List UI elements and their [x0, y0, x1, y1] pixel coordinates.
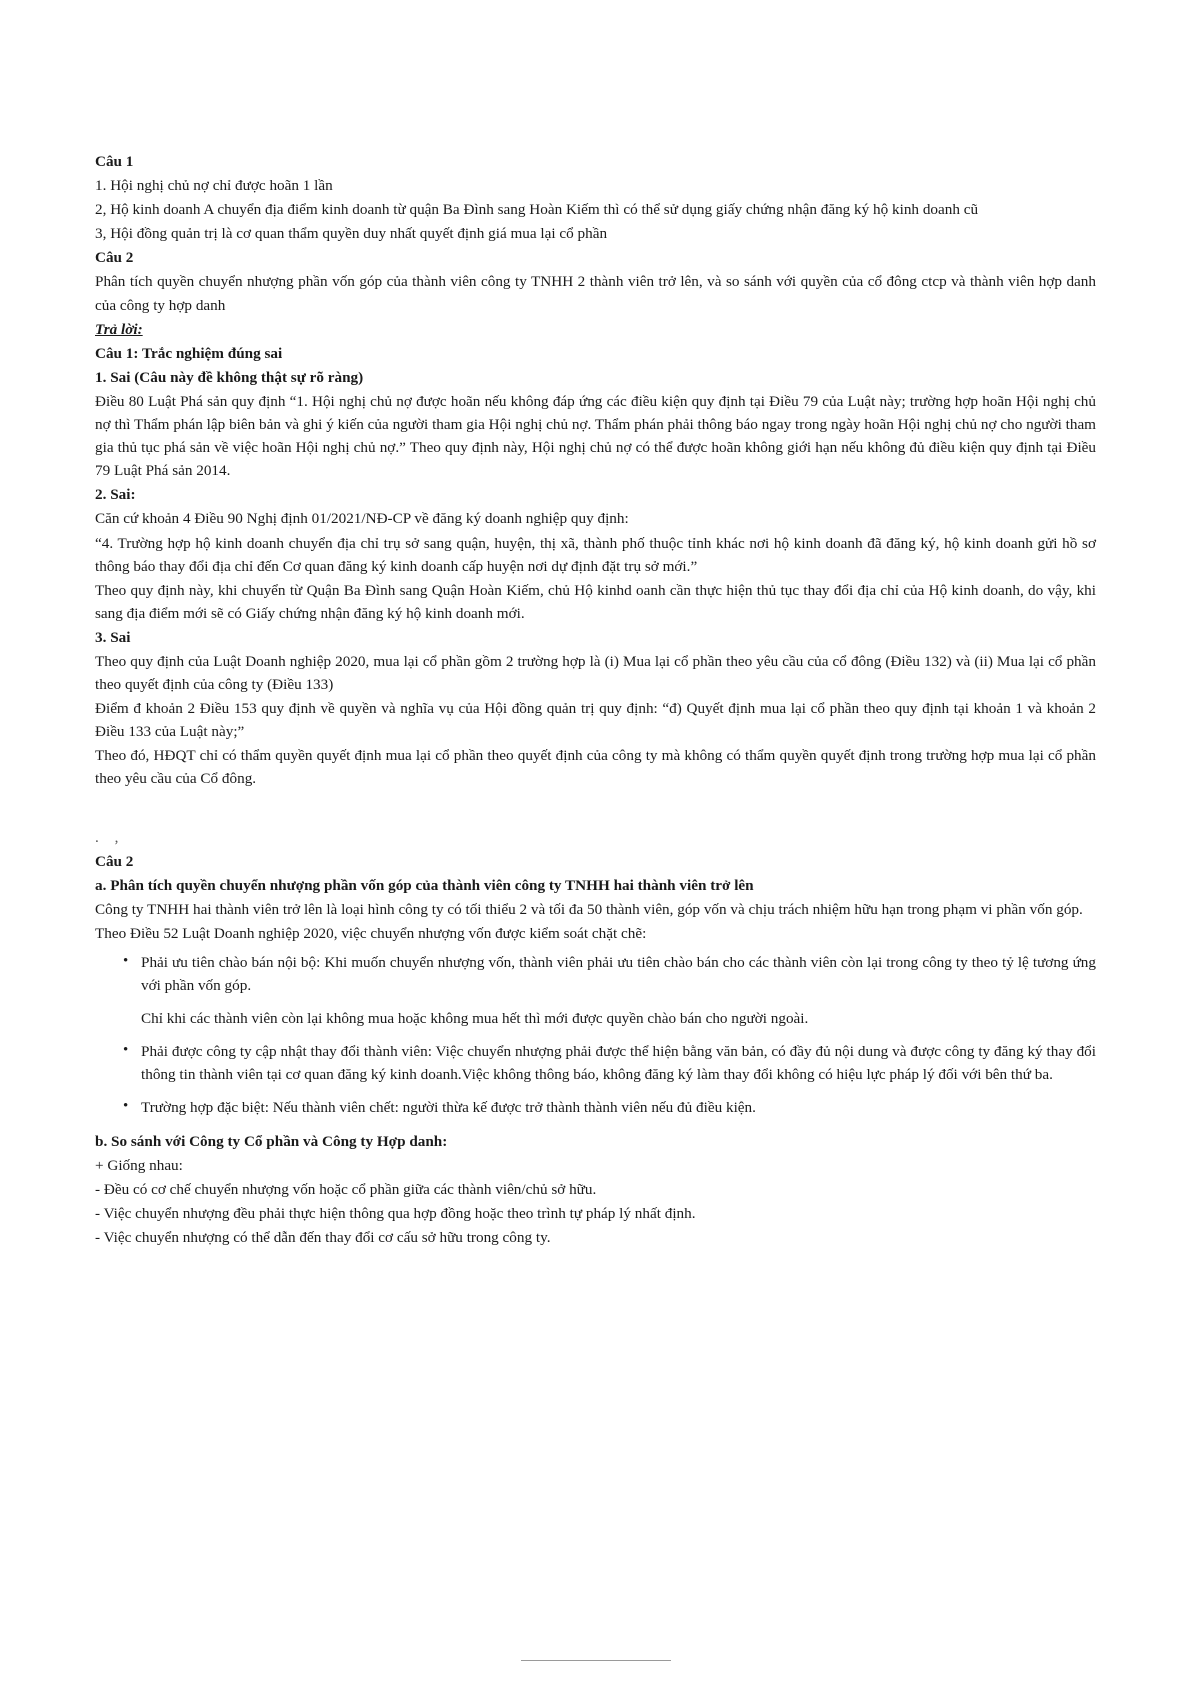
item-2-paragraph-1: Căn cứ khoản 4 Điều 90 Nghị định 01/2021/NĐ-CP về đăng ký doanh nghiệp quy định:: [95, 510, 629, 528]
item-2-heading: 2. Sai:: [95, 486, 136, 504]
question-1-heading: Câu 1: [95, 153, 134, 170]
section-spacer: [95, 792, 1096, 826]
bullet-list: [95, 951, 1096, 1120]
item-3-heading: 3. Sai: [95, 628, 131, 646]
item-1-heading: 1. Sai (Câu này đề không thật sự rõ ràng): [95, 368, 364, 386]
item-2-paragraph-2: “4. Trường hợp hộ kinh doanh chuyển địa chỉ trụ sở sang quận, huyện, thị xã, thành phố thuộc tỉnh khác nơi hộ kinh doanh đã đăng ký, hộ kinh doanh gửi hồ sơ thông báo thay đổi địa chỉ đến Cơ quan đăng ký kinh doanh cấp huyện nơi dự định đặt trụ sở mới.”: [95, 534, 1096, 575]
question-1-item-2: 2, Hộ kinh doanh A chuyển địa điểm kinh doanh từ quận Ba Đình sang Hoàn Kiếm thì có thể sử dụng giấy chứng nhận đăng ký hộ kinh doanh cũ: [95, 201, 979, 219]
item-3-paragraph-2: Điểm đ khoản 2 Điều 153 quy định về quyền và nghĩa vụ của Hội đồng quản trị quy định: “đ) Quyết định mua lại cổ phần theo quy định tại khoản 1 và khoản 2 Điều 133 của Luật này;”: [95, 700, 1096, 741]
item-3-paragraph-3: Theo đó, HĐQT chỉ có thẩm quyền quyết định mua lại cổ phần theo quyết định của công ty mà không có thẩm quyền quyết định trong trường hợp mua lại cổ phần theo yêu cầu của Cổ đông.: [95, 747, 1096, 788]
question-2a-paragraph-2: Theo Điều 52 Luật Doanh nghiệp 2020, việc chuyển nhượng vốn được kiểm soát chặt chẽ:: [95, 924, 647, 942]
question-2b-heading: b. So sánh với Công ty Cổ phần và Công ty Hợp danh:: [95, 1132, 448, 1150]
document-body: [95, 150, 1096, 1249]
item-3-paragraph-1: Theo quy định của Luật Doanh nghiệp 2020, mua lại cổ phần gồm 2 trường hợp là (i) Mua lại cổ phần theo yêu cầu của cổ đông (Điều 132) và (ii) Mua lại cổ phần theo quyết định của công ty (Điều 133): [95, 652, 1096, 694]
question-2a-heading: a. Phân tích quyền chuyển nhượng phần vốn góp của thành viên công ty TNHH hai thành viên trở lên: [95, 876, 754, 894]
question-2a-paragraph-1: Công ty TNHH hai thành viên trở lên là loại hình công ty có tối thiểu 2 và tối đa 50 thành viên, góp vốn và chịu trách nhiệm hữu hạn trong phạm vi phần vốn góp.: [95, 900, 1083, 918]
similarity-item-2: - Việc chuyển nhượng đều phải thực hiện thông qua hợp đồng hoặc theo trình tự pháp lý nhất định.: [95, 1204, 696, 1222]
footer-divider: [521, 1660, 671, 1661]
bullet-sub-text: Chỉ khi các thành viên còn lại không mua hoặc không mua hết thì mới được quyền chào bán cho người ngoài.: [141, 1010, 809, 1028]
question-1-item-1: 1. Hội nghị chủ nợ chỉ được hoãn 1 lần: [95, 177, 333, 195]
stray-mark: . ,: [95, 828, 125, 846]
list-item: [141, 1040, 1096, 1086]
list-item: [141, 1096, 1096, 1119]
question-1-item-3: 3, Hội đồng quản trị là cơ quan thẩm quyền duy nhất quyết định giá mua lại cổ phần: [95, 225, 608, 243]
similarity-item-3: - Việc chuyển nhượng có thể dẫn đến thay đổi cơ cấu sở hữu trong công ty.: [95, 1228, 551, 1246]
answer-question-1-label: Câu 1: Trắc nghiệm đúng sai: [95, 344, 283, 362]
bullet-text: Phải được công ty cập nhật thay đổi thành viên: Việc chuyển nhượng phải được thể hiện bằng văn bản, có đầy đủ nội dung và được công ty đăng ký thay đổi thông tin thành viên tại cơ quan đăng ký kinh doanh.Việc không thông báo, không đăng ký làm thay đổi không có hiệu lực pháp lý đối với bên thứ ba.: [141, 1043, 1096, 1084]
bullet-text: Phải ưu tiên chào bán nội bộ: Khi muốn chuyển nhượng vốn, thành viên phải ưu tiên chào bán cho các thành viên còn lại trong công ty theo tỷ lệ tương ứng với phần vốn góp.: [141, 954, 1096, 995]
answer-label: Trả lời:: [95, 320, 143, 338]
list-item: [141, 951, 1096, 1030]
similarity-item-1: - Đều có cơ chế chuyển nhượng vốn hoặc cổ phần giữa các thành viên/chủ sở hữu.: [95, 1180, 597, 1198]
item-1-body: Điều 80 Luật Phá sản quy định “1. Hội nghị chủ nợ được hoãn nếu không đáp ứng các điều kiện quy định tại Điều 79 của Luật này; trường hợp hoãn Hội nghị chủ nợ thì Thẩm phán lập biên bản và ghi ý kiến của người tham gia Hội nghị chủ nợ. Thẩm phán phải thông báo ngay trong ngày hoãn Hội nghị chủ nợ cho người tham gia thủ tục phá sản về việc hoãn Hội nghị chủ nợ.” Theo quy định này, Hội nghị chủ nợ có thể được hoãn không giới hạn nếu không đủ điều kiện quy định tại Điều 79 Luật Phá sản 2014.: [95, 392, 1096, 480]
bullet-text: Trường hợp đặc biệt: Nếu thành viên chết: người thừa kế được trở thành thành viên nếu đủ điều kiện.: [141, 1099, 756, 1117]
question-2-section-heading: Câu 2: [95, 852, 134, 870]
item-2-paragraph-3: Theo quy định này, khi chuyển từ Quận Ba Đình sang Quận Hoàn Kiếm, chủ Hộ kinhd oanh cần thực hiện thủ tục thay đổi địa chỉ của Hộ kinh doanh, do vậy, khi sang địa điểm mới sẽ có Giấy chứng nhận đăng ký hộ kinh doanh mới.: [95, 581, 1096, 622]
question-2-heading: Câu 2: [95, 249, 134, 267]
similarities-label: + Giống nhau:: [95, 1156, 183, 1174]
question-2-prompt: Phân tích quyền chuyển nhượng phần vốn góp của thành viên công ty TNHH 2 thành viên trở lên, và so sánh với quyền của cổ đông ctcp và thành viên hợp danh của công ty hợp danh: [95, 273, 1096, 314]
